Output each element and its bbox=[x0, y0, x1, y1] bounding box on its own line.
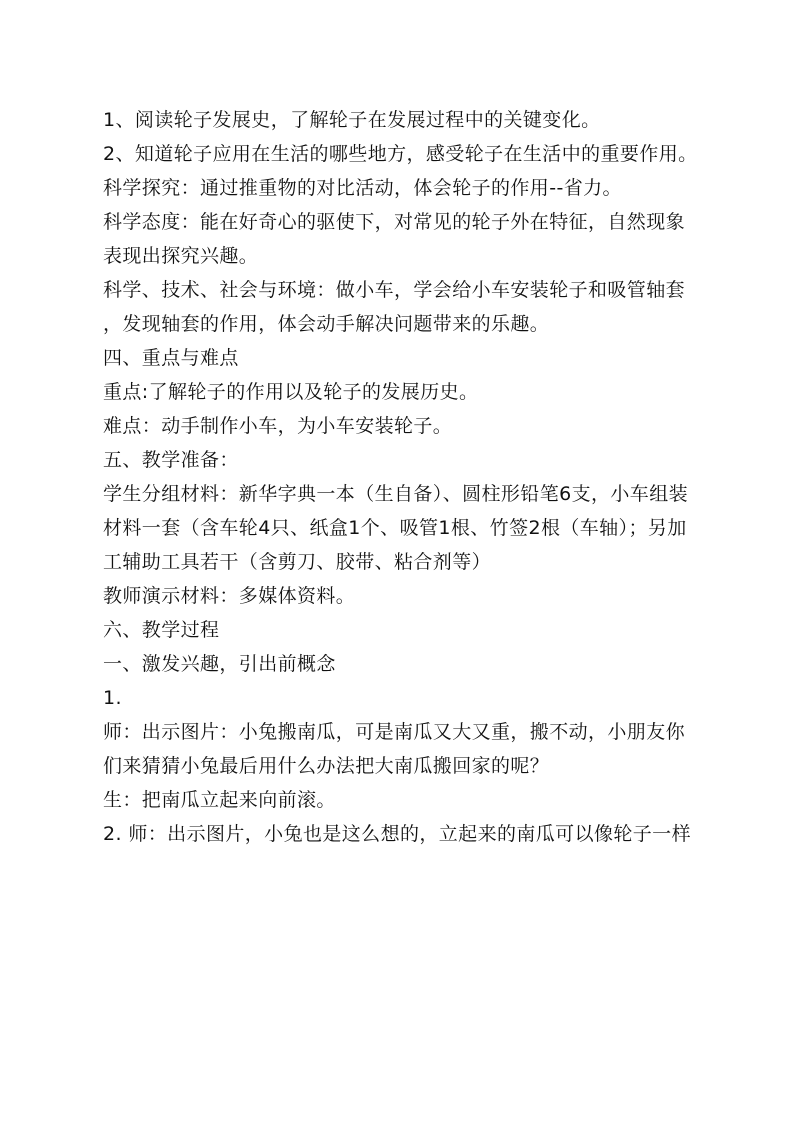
heading-teaching-preparation: 五、教学准备： bbox=[103, 449, 239, 471]
paragraph-stse-line-2: ，发现轴套的作用，体会动手解决问题带来的乐趣。 bbox=[103, 313, 550, 335]
paragraph-teacher-question-line-2: 们来猜猜小兔最后用什么办法把大南瓜搬回家的呢？ bbox=[103, 755, 550, 777]
list-number-1: 1. bbox=[103, 687, 122, 709]
paragraph-teacher-question-line-1: 师：出示图片：小兔搬南瓜，可是南瓜又大又重，搬不动，小朋友你 bbox=[103, 721, 686, 743]
paragraph-science-attitude-line-1: 科学态度：能在好奇心的驱使下，对常见的轮子外在特征，自然现象 bbox=[103, 211, 686, 233]
paragraph-goal-1: 1、阅读轮子发展史，了解轮子在发展过程中的关键变化。 bbox=[103, 109, 601, 131]
paragraph-difficult-point: 难点：动手制作小车，为小车安装轮子。 bbox=[103, 415, 453, 437]
paragraph-goal-2: 2、知道轮子应用在生活的哪些地方，感受轮子在生活中的重要作用。 bbox=[103, 143, 698, 165]
paragraph-student-materials-line-2: 材料一套（含车轮4只、纸盒1个、吸管1根、竹签2根（车轴）；另加 bbox=[103, 517, 687, 539]
paragraph-step-2: 2. 师：出示图片，小兔也是这么想的，立起来的南瓜可以像轮子一样 bbox=[103, 823, 691, 845]
paragraph-science-inquiry: 科学探究：通过推重物的对比活动，体会轮子的作用--省力。 bbox=[103, 177, 622, 199]
heading-teaching-process: 六、教学过程 bbox=[103, 619, 220, 641]
paragraph-stse-line-1: 科学、技术、社会与环境：做小车，学会给小车安装轮子和吸管轴套 bbox=[103, 279, 686, 301]
paragraph-student-materials-line-1: 学生分组材料：新华字典一本（生自备）、圆柱形铅笔6支，小车组装 bbox=[103, 483, 688, 505]
paragraph-science-attitude-line-2: 表现出探究兴趣。 bbox=[103, 245, 259, 267]
heading-key-points: 四、重点与难点 bbox=[103, 347, 239, 369]
paragraph-key-point: 重点:了解轮子的作用以及轮子的发展历史。 bbox=[103, 381, 479, 403]
document-body bbox=[103, 103, 723, 851]
paragraph-student-answer: 生：把南瓜立起来向前滚。 bbox=[103, 789, 336, 811]
paragraph-student-materials-line-3: 工辅助工具若干（含剪刀、胶带、粘合剂等） bbox=[103, 551, 492, 573]
heading-stimulate-interest: 一、激发兴趣，引出前概念 bbox=[103, 653, 336, 675]
paragraph-teacher-materials: 教师演示材料：多媒体资料。 bbox=[103, 585, 356, 607]
